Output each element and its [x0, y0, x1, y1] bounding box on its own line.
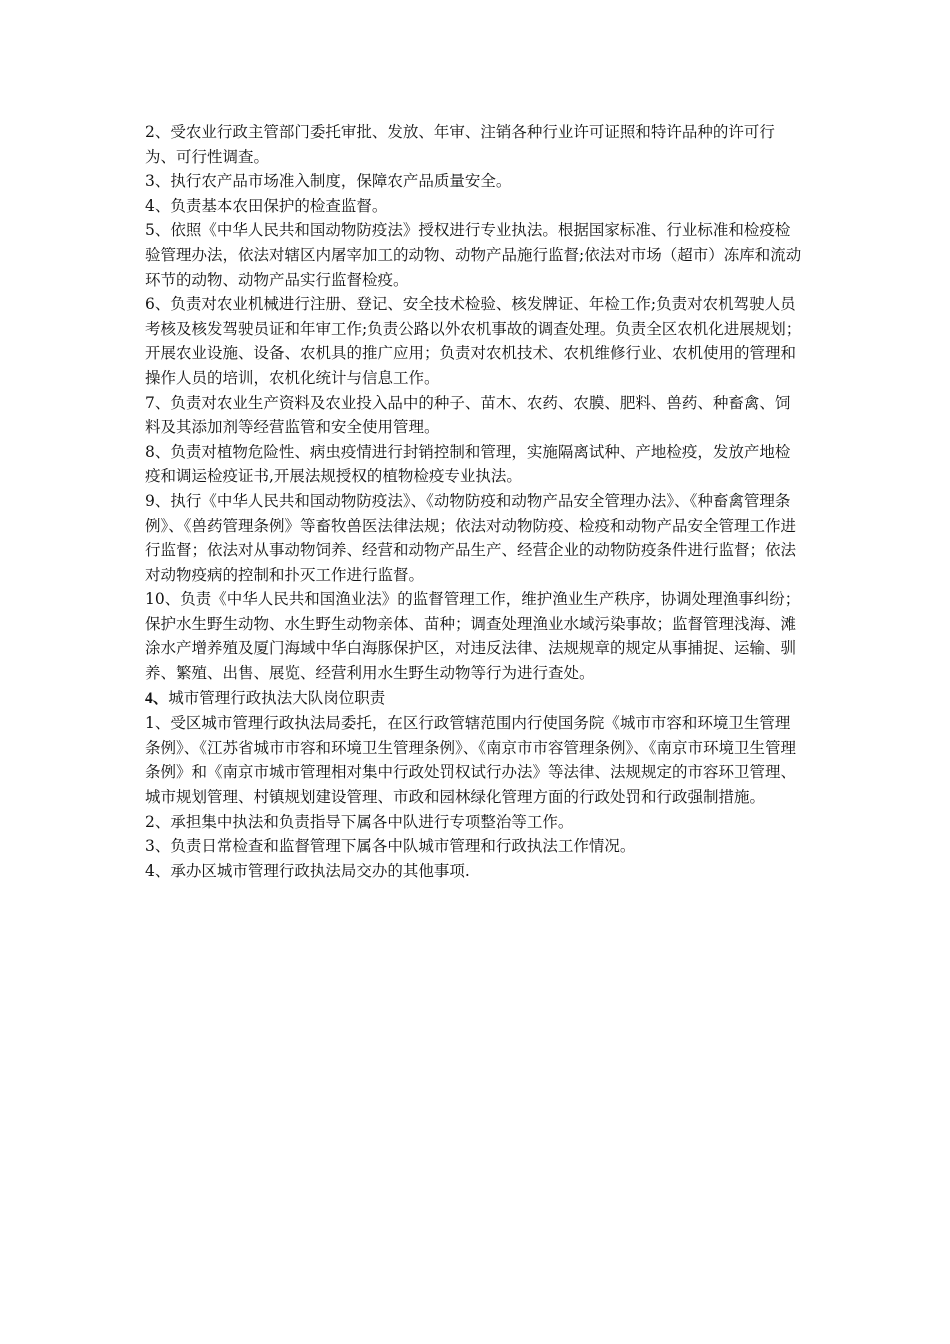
duty-item-9: 9、执行《中华人民共和国动物防疫法》、《动物防疫和动物产品安全管理办法》、《种畜禽管理条例》、《兽药管理条例》等畜牧兽医法律法规；依法对动物防疫、检疫和动物产品安全管理工作进行监督；依法对从事动物饲养、经营和动物产品生产、经营企业的动物防疫条件进行监督；依法对动物疫病的控制和扑灭工作进行监督。 [145, 491, 797, 584]
duty-item-4: 4、负责基本农田保护的检查监督。 [145, 196, 388, 215]
city-duty-item-1: 1、受区城市管理行政执法局委托，在区行政管辖范围内行使国务院《城市市容和环境卫生管理条例》、《江苏省城市市容和环境卫生管理条例》、《南京市市容管理条例》、《南京市环境卫生管理条例》和《南京市城市管理相对集中行政处罚权试行办法》等法律、法规规定的市容环卫管理、城市规划管理、村镇规划建设管理、市政和园林绿化管理方面的行政处罚和行政强制措施。 [145, 714, 797, 807]
section-number: 4、 [145, 689, 169, 707]
section-heading [145, 686, 805, 712]
duty-item-3: 3、执行农产品市场准入制度，保障农产品质量安全。 [145, 172, 512, 191]
city-duty-item-4: 4、承办区城市管理行政执法局交办的其他事项. [145, 861, 470, 880]
section-title: 城市管理行政执法大队岗位职责 [168, 688, 386, 707]
document-body [145, 120, 805, 883]
duty-item-5: 5、依照《中华人民共和国动物防疫法》授权进行专业执法。根据国家标准、行业标准和检疫检验管理办法，依法对辖区内屠宰加工的动物、动物产品施行监督;依法对市场（超市）冻库和流动环节的动物、动物产品实行监督检疫。 [145, 221, 802, 289]
duty-item-10: 10、负责《中华人民共和国渔业法》的监督管理工作，维护渔业生产秩序，协调处理渔事纠纷；保护水生野生动物、水生野生动物亲体、苗种；调查处理渔业水域污染事故；监督管理浅海、滩涂水产增养殖及厦门海域中华白海豚保护区，对违反法律、法规规章的规定从事捕捉、运输、驯养、繁殖、出售、展览、经营利用水生野生动物等行为进行查处。 [145, 590, 801, 683]
duty-item-6: 6、负责对农业机械进行注册、登记、安全技术检验、核发牌证、年检工作;负责对农机驾驶人员考核及核发驾驶员证和年审工作;负责公路以外农机事故的调查处理。负责全区农机化进展规划；开展农业设施、设备、农机具的推广应用；负责对农机技术、农机维修行业、农机使用的管理和操作人员的培训，农机化统计与信息工作。 [145, 295, 802, 387]
duty-item-8: 8、负责对植物危险性、病虫疫情进行封销控制和管理，实施隔离试种、产地检疫，发放产地检疫和调运检疫证书,开展法规授权的植物检疫专业执法。 [145, 442, 791, 486]
duty-item-7: 7、负责对农业生产资料及农业投入品中的种子、苗木、农药、农膜、肥料、兽药、种畜禽、饲料及其添加剂等经营监管和安全使用管理。 [145, 393, 791, 437]
duty-item-2: 2、受农业行政主管部门委托审批、发放、年审、注销各种行业许可证照和特许品种的许可行为、可行性调查。 [145, 123, 775, 166]
city-duty-item-2: 2、承担集中执法和负责指导下属各中队进行专项整治等工作。 [145, 812, 574, 831]
city-duty-item-3: 3、负责日常检查和监督管理下属各中队城市管理和行政执法工作情况。 [145, 837, 636, 856]
